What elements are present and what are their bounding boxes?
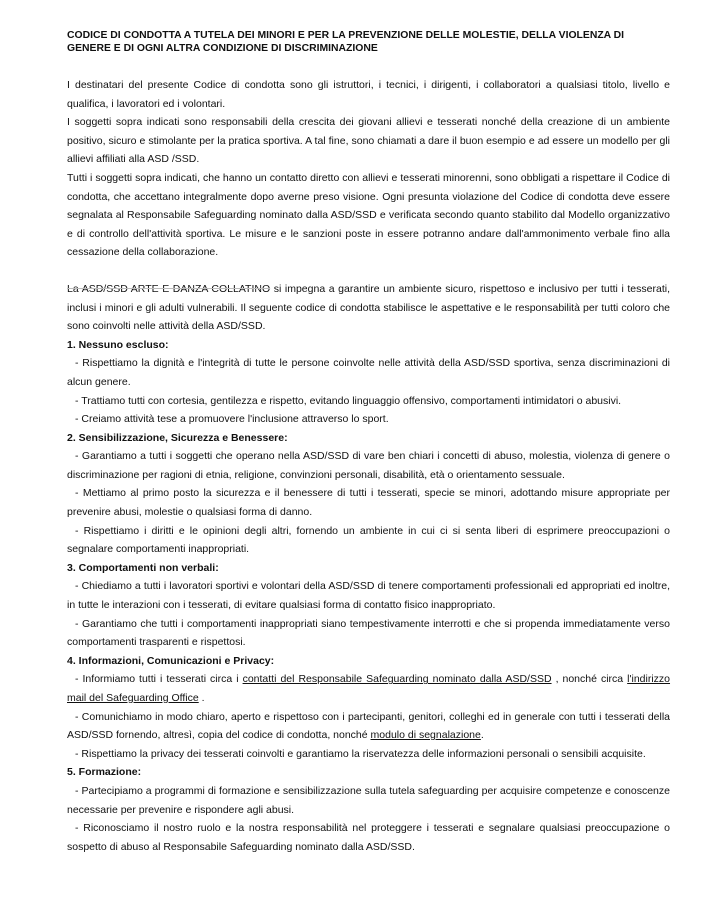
org-name: La ASD/SSD ARTE E DANZA COLLATINO [67, 282, 271, 295]
list-item: - Riconosciamo il nostro ruolo e la nostra responsabilità nel proteggere i tesserati e segnalare qualsiasi preoccupazione o sospetto di abuso al Responsabile Safeguarding nominato dalla ASD/SSD. [67, 822, 670, 853]
list-item: - Garantiamo a tutti i soggetti che operano nella ASD/SSD di vare ben chiari i concetti di abuso, molestia, violenza di genere o discriminazione per ragioni di etnia, religione, convinzioni personali, disabilità, età o orientamento sessuale. [67, 450, 670, 481]
list-item: - Rispettiamo i diritti e le opinioni degli altri, fornendo un ambiente in cui ci si senta liberi di esprimere preoccupazioni o segnalare comportamenti inappropriati. [67, 524, 670, 556]
section-heading-1: 1. Nessuno escluso: [67, 338, 169, 351]
list-item: - Mettiamo al primo posto la sicurezza e il benessere di tutti i tesserati, specie se minori, adottando misure appropriate per prevenire abusi, molestie o qualsiasi forma di danno. [67, 487, 670, 519]
item-text: - Comunichiamo in modo chiaro, aperto e rispettoso con i partecipanti, genitori, colleghi ed in generale con tutti i tesserati della ASD/SSD fornendo, altresì, copia del codice di condotta, nonché [67, 710, 670, 742]
commitment-text: si impegna a garantire un ambiente sicuro, rispettoso e inclusivo per tutti i tesserati, inclusi i minori e gli adulti vulnerabili. Il seguente codice di condotta stabilisce le aspettative e le responsabilità per tutti coloro che sono coinvolti nelle attività della ASD/SSD. [67, 282, 670, 333]
list-item: - Rispettiamo la dignità e l'integrità di tutte le persone coinvolte nelle attività della ASD/SSD sportiva, senza discriminazioni di alcun genere. [67, 357, 670, 388]
list-item: - Garantiamo che tutti i comportamenti inappropriati siano tempestivamente interrotti e che si propenda immediatamente verso comportamenti trasparenti e rispettosi. [67, 617, 670, 649]
safeguarding-contacts-link[interactable]: contatti del Responsabile Safeguarding nominato dalla ASD/SSD [242, 673, 552, 686]
list-item: - Creiamo attività tese a promuovere l'inclusione attraverso lo sport. [75, 413, 389, 426]
item-text: . [198, 692, 205, 704]
document-title: CODICE DI CONDOTTA A TUTELA DEI MINORI E PER LA PREVENZIONE DELLE MOLESTIE, DELLA VIOLENZA DI GENERE E DI OGNI ALTRA CONDIZIONE DI DISCRIMINAZIONE [67, 30, 625, 54]
item-text: , nonché circa [551, 673, 628, 686]
paragraph-spacer [67, 262, 670, 280]
commitment-paragraph [67, 280, 670, 336]
list-item: - Partecipiamo a programmi di formazione e sensibilizzazione sulla tutela safeguarding per acquisire competenze e conoscenze necessarie per prevenire e rispondere agli abusi. [67, 784, 670, 816]
report-form-link[interactable]: modulo di segnalazione [370, 729, 481, 742]
list-item: - Chiediamo a tutti i lavoratori sportivi e volontari della ASD/SSD di tenere comportamenti professionali ed appropriati ed inoltre, in tutte le interazioni con i tesserati, di evitare qualsiasi forma di contatto fisico inappropriato. [67, 580, 670, 612]
intro-paragraph-2: I soggetti sopra indicati sono responsabili della crescita dei giovani allievi e tesserati nonché della creazione di un ambiente positivo, sicuro e stimolante per la pratica sportiva. A tal fine, sono chiamati a dare il buon esempio e ad essere un modello per gli allievi affiliati alla ASD /SSD. [67, 116, 670, 166]
item-text: . [480, 729, 484, 742]
section-heading-4: 4. Informazioni, Comunicazioni e Privacy: [67, 654, 275, 667]
intro-paragraph-1: I destinatari del presente Codice di condotta sono gli istruttori, i tecnici, i dirigenti, i collaboratori a qualsiasi titolo, livello e qualifica, i lavoratori ed i volontari. [67, 79, 670, 110]
safeguarding-email-link[interactable]: l'indirizzo mail del Safeguarding Office [67, 673, 671, 704]
section-heading-2: 2. Sensibilizzazione, Sicurezza e Benessere: [67, 431, 288, 444]
list-item: - Trattiamo tutti con cortesia, gentilezza e rispetto, evitando linguaggio offensivo, comportamenti intimidatori o abusivi. [75, 394, 622, 407]
section-heading-5: 5. Formazione: [67, 766, 142, 779]
item-text: - Informiamo tutti i tesserati circa i [75, 673, 243, 686]
section-heading-3: 3. Comportamenti non verbali: [67, 561, 219, 574]
list-item [67, 670, 670, 707]
list-item [67, 708, 670, 745]
list-item: - Rispettiamo la privacy dei tesserati coinvolti e garantiamo la riservatezza delle informazioni personali o sensibili acquisite. [75, 747, 646, 760]
intro-paragraph-3: Tutti i soggetti sopra indicati, che hanno un contatto diretto con allievi e tesserati minorenni, sono obbligati a rispettare il Codice di condotta, che accettano integralmente dopo averne preso visione. Ogni presunta violazione del Codice di condotta deve essere segnalata al Responsabile Safeguarding nominato dalla ASD/SSD e verificata secondo quanto stabilito dal Modello organizzativo e di controllo dell'attività sportiva. Le misure e le sanzioni poste in essere potranno andare dall'ammonimento verbale fino alla cessazione della collaborazione. [67, 171, 670, 259]
